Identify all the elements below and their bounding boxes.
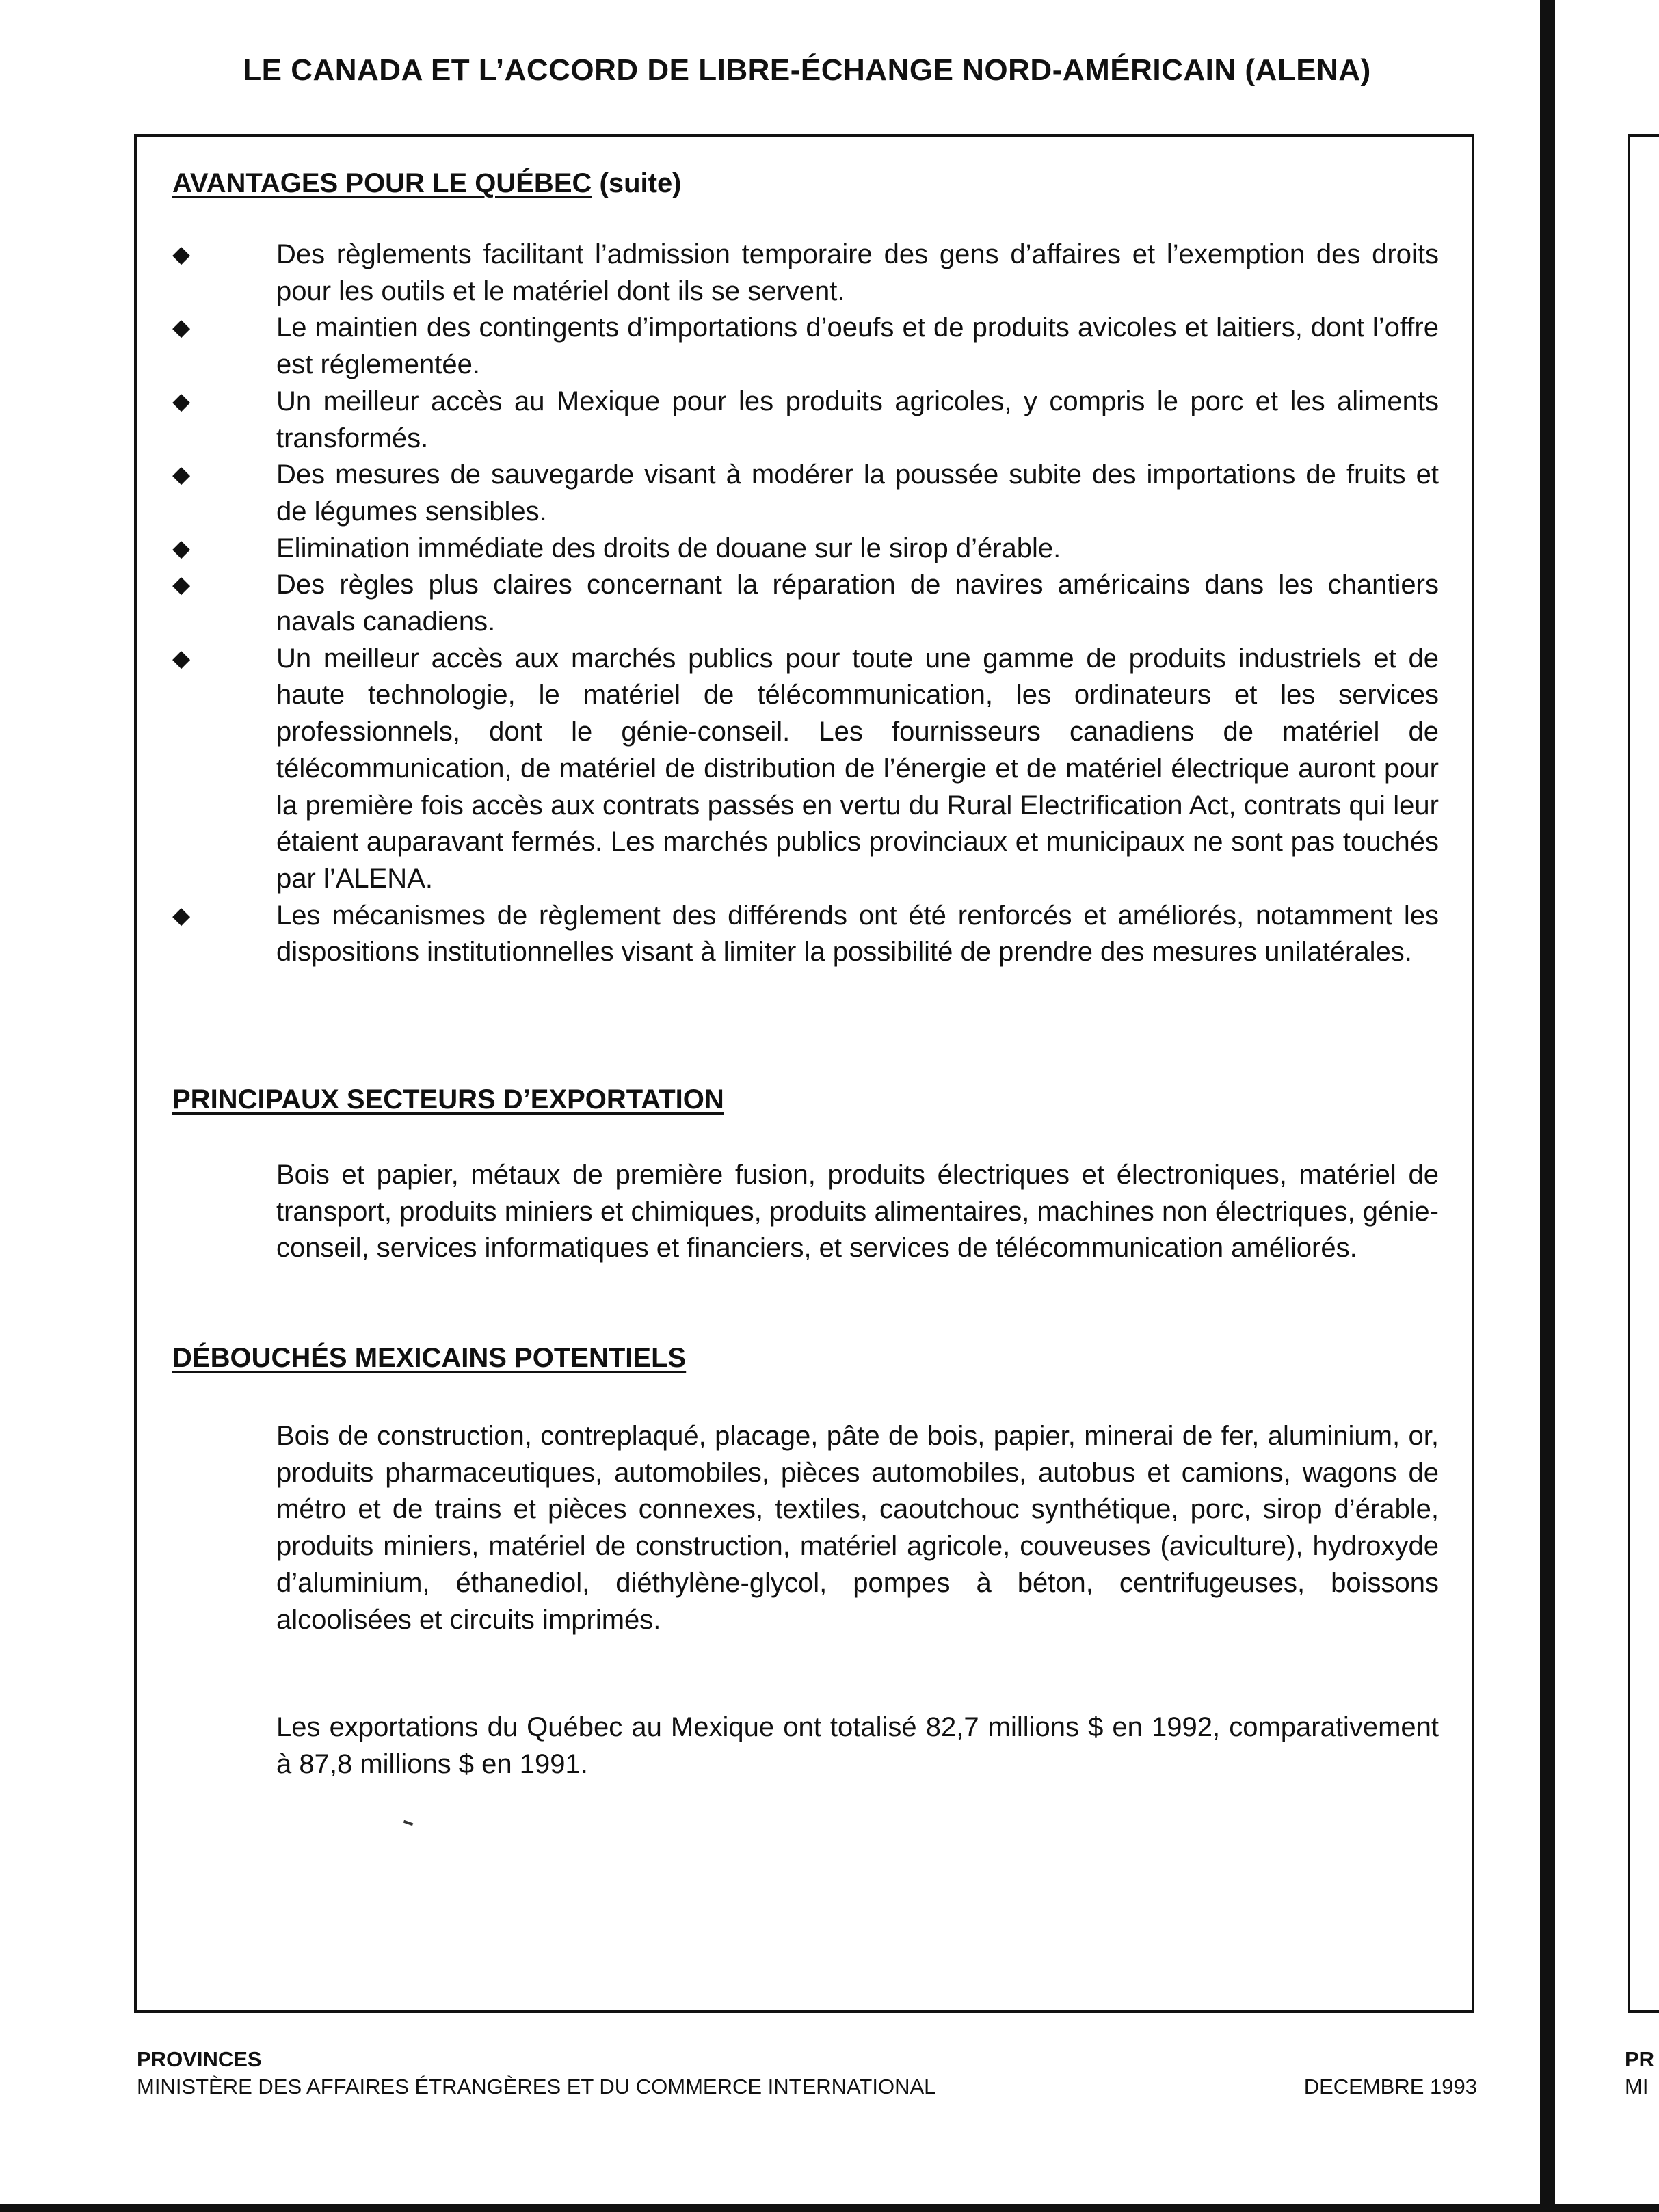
diamond-bullet-icon: ◆ <box>172 462 191 488</box>
adjacent-page-footer <box>1625 2046 1654 2101</box>
adjacent-page-line2: MI <box>1625 2075 1649 2098</box>
exports-paragraph: Les exportations du Québec au Mexique ont totalisé 82,7 millions $ en 1992, comparativement à 87,8 millions $ en 1991. <box>276 1712 1439 1779</box>
list-item <box>172 531 1439 568</box>
secteurs-heading-label: PRINCIPAUX SECTEURS D’EXPORTATION <box>172 1084 724 1115</box>
diamond-bullet-icon: ◆ <box>172 535 191 561</box>
diamond-bullet-icon: ◆ <box>172 241 191 267</box>
avantages-heading <box>172 167 682 200</box>
secteurs-paragraph: Bois et papier, métaux de première fusion, produits électriques et électroniques, matériel de transport, produits miniers et chimiques, produits alimentaires, machines non électriques, génie-conseil, services informatiques et financiers, et services de télécommunication améliorés. <box>276 1160 1439 1264</box>
adjacent-page-line1: PR <box>1625 2047 1655 2071</box>
diamond-bullet-icon: ◆ <box>172 315 191 341</box>
list-item-text: Elimination immédiate des droits de douane sur le sirop d’érable. <box>276 533 1061 563</box>
secteurs-heading <box>172 1083 724 1116</box>
list-item-text: Les mécanismes de règlement des différends ont été renforcés et améliorés, notamment les dispositions institutionnelles visant à limiter la possibilité de prendre des mesures unilatérales. <box>276 900 1439 968</box>
footer-label: PROVINCES <box>137 2047 262 2071</box>
adjacent-page-frame <box>1628 134 1659 2013</box>
avantages-heading-suffix: (suite) <box>592 168 682 198</box>
list-item <box>172 898 1439 971</box>
footer-organization: MINISTÈRE DES AFFAIRES ÉTRANGÈRES ET DU COMMERCE INTERNATIONAL <box>137 2075 936 2098</box>
debouches-paragraph: Bois de construction, contreplaqué, placage, pâte de bois, papier, minerai de fer, aluminium, or, produits pharmaceutiques, automobiles, pièces automobiles, autobus et camions, wagons de métro et de trains et pièces connexes, textiles, caoutchouc synthétique, porc, sirop d’érable, produits miniers, matériel de construction, matériel agricole, couveuses (aviculture), hydroxyde d’aluminium, éthanediol, diéthylène-glycol, pompes à béton, centrifugeuses, boissons alcoolisées et circuits imprimés. <box>276 1421 1439 1635</box>
avantages-list <box>172 237 1439 971</box>
list-item-text: Des mesures de sauvegarde visant à modérer la poussée subite des importations de fruits et de légumes sensibles. <box>276 459 1439 527</box>
diamond-bullet-icon: ◆ <box>172 902 191 929</box>
list-item-text: Des règles plus claires concernant la réparation de navires américains dans les chantiers navals canadiens. <box>276 570 1439 637</box>
footer-left <box>137 2046 935 2101</box>
diamond-bullet-icon: ◆ <box>172 645 191 671</box>
diamond-bullet-icon: ◆ <box>172 572 191 598</box>
diamond-bullet-icon: ◆ <box>172 388 191 414</box>
list-item-text: Un meilleur accès aux marchés publics pour toute une gamme de produits industriels et de haute technologie, le matériel de télécommunication, les ordinateurs et les services professionnels, dont le génie-conseil. Les fournisseurs canadiens de matériel de télécommunication, de matériel de distribution de l’énergie et de matériel électrique auront pour la première fois accès aux contrats passés en vertu du Rural Electrification Act, contrats qui leur étaient auparavant fermés. Les marchés publics provinciaux et municipaux ne sont pas touchés par l’ALENA. <box>276 643 1439 894</box>
page-edge-bar <box>1540 0 1555 2212</box>
list-item <box>172 567 1439 640</box>
list-item-text: Le maintien des contingents d’importations d’oeufs et de produits avicoles et laitiers, dont l’offre est réglementée. <box>276 312 1439 380</box>
document-title: LE CANADA ET L’ACCORD DE LIBRE-ÉCHANGE NORD-AMÉRICAIN (ALENA) <box>243 53 1371 87</box>
list-item-text: Un meilleur accès au Mexique pour les produits agricoles, y compris le porc et les aliments transformés. <box>276 386 1439 453</box>
debouches-heading <box>172 1342 686 1374</box>
avantages-heading-label: AVANTAGES POUR LE QUÉBEC <box>172 168 592 198</box>
list-item <box>172 384 1439 457</box>
list-item <box>172 310 1439 383</box>
scan-bottom-edge <box>0 2204 1659 2212</box>
list-item <box>172 641 1439 898</box>
footer-date: DECEMBRE 1993 <box>1303 2075 1477 2098</box>
list-item <box>172 457 1439 530</box>
list-item-text: Des règlements facilitant l’admission temporaire des gens d’affaires et l’exemption des droits pour les outils et le matériel dont ils se servent. <box>276 239 1439 306</box>
list-item <box>172 237 1439 310</box>
debouches-heading-label: DÉBOUCHÉS MEXICAINS POTENTIELS <box>172 1343 687 1373</box>
